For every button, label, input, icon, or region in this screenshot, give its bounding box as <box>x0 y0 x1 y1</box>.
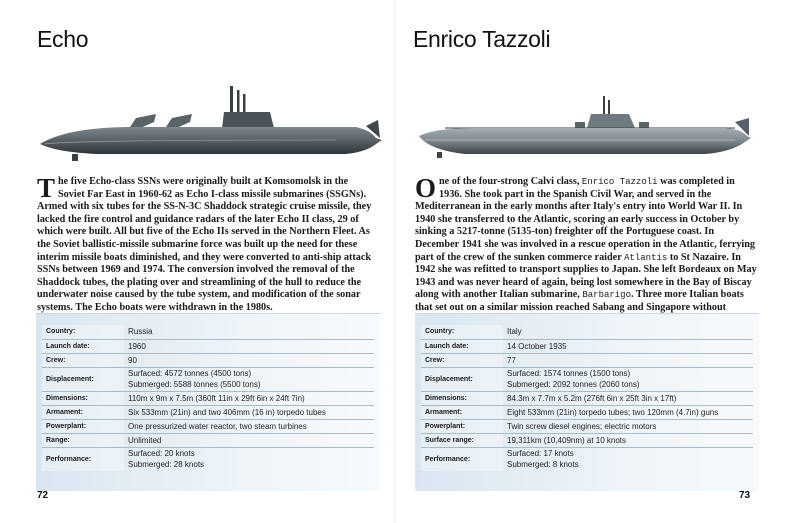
spec-row <box>42 391 374 405</box>
spec-value-line: Surfaced: 20 knots <box>128 449 195 459</box>
drop-cap: O <box>415 173 437 203</box>
spec-row <box>42 325 374 339</box>
spec-row <box>42 353 374 367</box>
spec-row <box>42 405 374 419</box>
ship-name: Atlantis <box>624 252 668 263</box>
page-number: 73 <box>739 490 751 501</box>
spec-row <box>42 419 374 433</box>
spec-label: Displacement: <box>421 367 503 391</box>
spec-value <box>503 447 753 471</box>
spec-label: Country: <box>42 325 124 339</box>
spec-value: Eight 533mm (21in) torpedo tubes; two 120mm (4.7in) guns <box>507 407 719 417</box>
spec-value: Unlimited <box>128 435 162 445</box>
spec-value: Italy <box>507 327 522 337</box>
article-text: was completed in 1936. She took part in the Spanish Civil War, and served in the Mediterranean in the early months after Italy's entry into World War II. In 1940 she transferred to the Atlantic, scoring an early success in October by sinking a 5217-tonne (5135-ton) freighter off the Portuguese coast. In December 1941 she was involved in a rescue operation in the Atlantic, ferrying part of the crew of the sunken commerce raider <box>415 176 756 263</box>
spec-row <box>42 433 374 447</box>
ship-name: Enrico Tazzoli <box>581 177 658 187</box>
page-title: Echo <box>37 26 89 52</box>
spec-value: Twin screw diesel engines; electric motors <box>507 421 657 431</box>
article-text: . Three more Italian boats that set out on a similar mission reached Sabang and Singapore without <box>415 289 744 313</box>
right-page <box>395 0 790 523</box>
spec-row <box>42 447 374 471</box>
spec-value: 110m x 9m x 7.5m (360ft 11in x 29ft 6in x 24ft 7in) <box>128 393 305 403</box>
spec-value <box>124 367 374 391</box>
spec-row <box>421 367 753 391</box>
article-text: he five Echo-class SSNs were originally built at Komsomolsk in the Soviet Far East in 1960-62 as Echo I-class missile submarines (SSGNs). Armed with six tubes for the SS-N-3C Shaddock strategic cruise missile, they lacked the fire control and guidance radars of the later Echo II class, 29 of which were built. All but five of the Echo IIs served in the Northern Fleet. As the Soviet ballistic-missile submarine force was built up the need for these interim missile boats diminished, and they were converted to anti-ship attack SSNs between 1969 and 1974. The conversion involved the removal of the Shaddock tubes, the plating over and streamlining of the hull to reduce the underwater noise caused by the tube system, and modification of the sonar systems. The Echo boats were withdrawn in the 1980s. <box>37 176 372 313</box>
spec-label: Crew: <box>421 353 503 367</box>
spec-table <box>421 325 753 471</box>
spec-label: Powerplant: <box>421 419 503 433</box>
spec-value: 14 October 1935 <box>507 341 567 351</box>
spec-row <box>421 433 753 447</box>
spec-label: Dimensions: <box>421 391 503 405</box>
page-title: Enrico Tazzoli <box>413 26 551 52</box>
enrico-tazzoli-submarine-illustration <box>415 92 755 164</box>
spec-label: Country: <box>421 325 503 339</box>
spec-row <box>421 447 753 471</box>
spec-label: Performance: <box>421 447 503 471</box>
spec-label: Surface range: <box>421 433 503 447</box>
spec-label: Crew: <box>42 353 124 367</box>
spec-label: Armament: <box>42 405 124 419</box>
ship-name: Barbarigo <box>582 290 631 301</box>
spec-value: Six 533mm (21in) and two 406mm (16 in) torpedo tubes <box>128 407 326 417</box>
spec-value: 77 <box>507 355 516 365</box>
spec-row <box>421 339 753 353</box>
spec-row <box>421 405 753 419</box>
spec-value-line: Surfaced: 1574 tonnes (1500 tons) <box>507 369 631 378</box>
spec-value-line: Submerged: 28 knots <box>128 460 205 470</box>
spec-row <box>421 419 753 433</box>
spec-value-line: Submerged: 8 knots <box>507 460 579 470</box>
spec-value <box>503 367 753 391</box>
spec-value: 90 <box>128 355 137 365</box>
spec-table <box>42 325 374 471</box>
article-text: ne of the four-strong Calvi class, <box>439 176 582 187</box>
spec-value-line: Surfaced: 4572 tonnes (4500 tons) <box>128 369 252 378</box>
spec-value-line: Submerged: 5588 tonnes (5500 tons) <box>128 380 261 389</box>
spec-value: 1960 <box>128 341 146 351</box>
spec-label: Armament: <box>421 405 503 419</box>
spec-value: One pressurized water reactor, two steam turbines <box>128 421 307 431</box>
page-number: 72 <box>37 490 49 501</box>
spec-row <box>421 391 753 405</box>
drop-cap: T <box>37 173 56 203</box>
spec-row <box>42 339 374 353</box>
article-body <box>37 173 377 315</box>
spec-panel <box>36 313 380 491</box>
spec-label: Powerplant: <box>42 419 124 433</box>
spec-row <box>42 367 374 391</box>
spec-label: Launch date: <box>42 339 124 353</box>
spec-label: Dimensions: <box>42 391 124 405</box>
spec-panel <box>415 313 759 491</box>
spec-value: Russia <box>128 327 153 337</box>
article-body <box>415 173 757 327</box>
spec-value: 84.3m x 7.7m x 5.2m (276ft 6in x 25ft 3in x 17ft) <box>507 393 677 403</box>
spec-value-line: Submerged: 2092 tonnes (2060 tons) <box>507 380 640 389</box>
spec-value-line: Surfaced: 17 knots <box>507 449 574 459</box>
spec-label: Range: <box>42 433 124 447</box>
spec-label: Launch date: <box>421 339 503 353</box>
spec-value <box>124 447 374 471</box>
spec-label: Displacement: <box>42 367 124 391</box>
spec-label: Performance: <box>42 447 124 471</box>
echo-submarine-illustration <box>36 78 384 168</box>
spec-row <box>421 325 753 339</box>
spec-value: 19,311km (10,409nm) at 10 knots <box>507 435 627 445</box>
spec-row <box>421 353 753 367</box>
article-text: to St Nazaire. In 1942 she was refitted to transport supplies to Japan. She left Bordeaux on May 1943 and was never heard of again, being lost somewhere in the Bay of Biscay along with another Italian submarine, <box>415 251 757 301</box>
